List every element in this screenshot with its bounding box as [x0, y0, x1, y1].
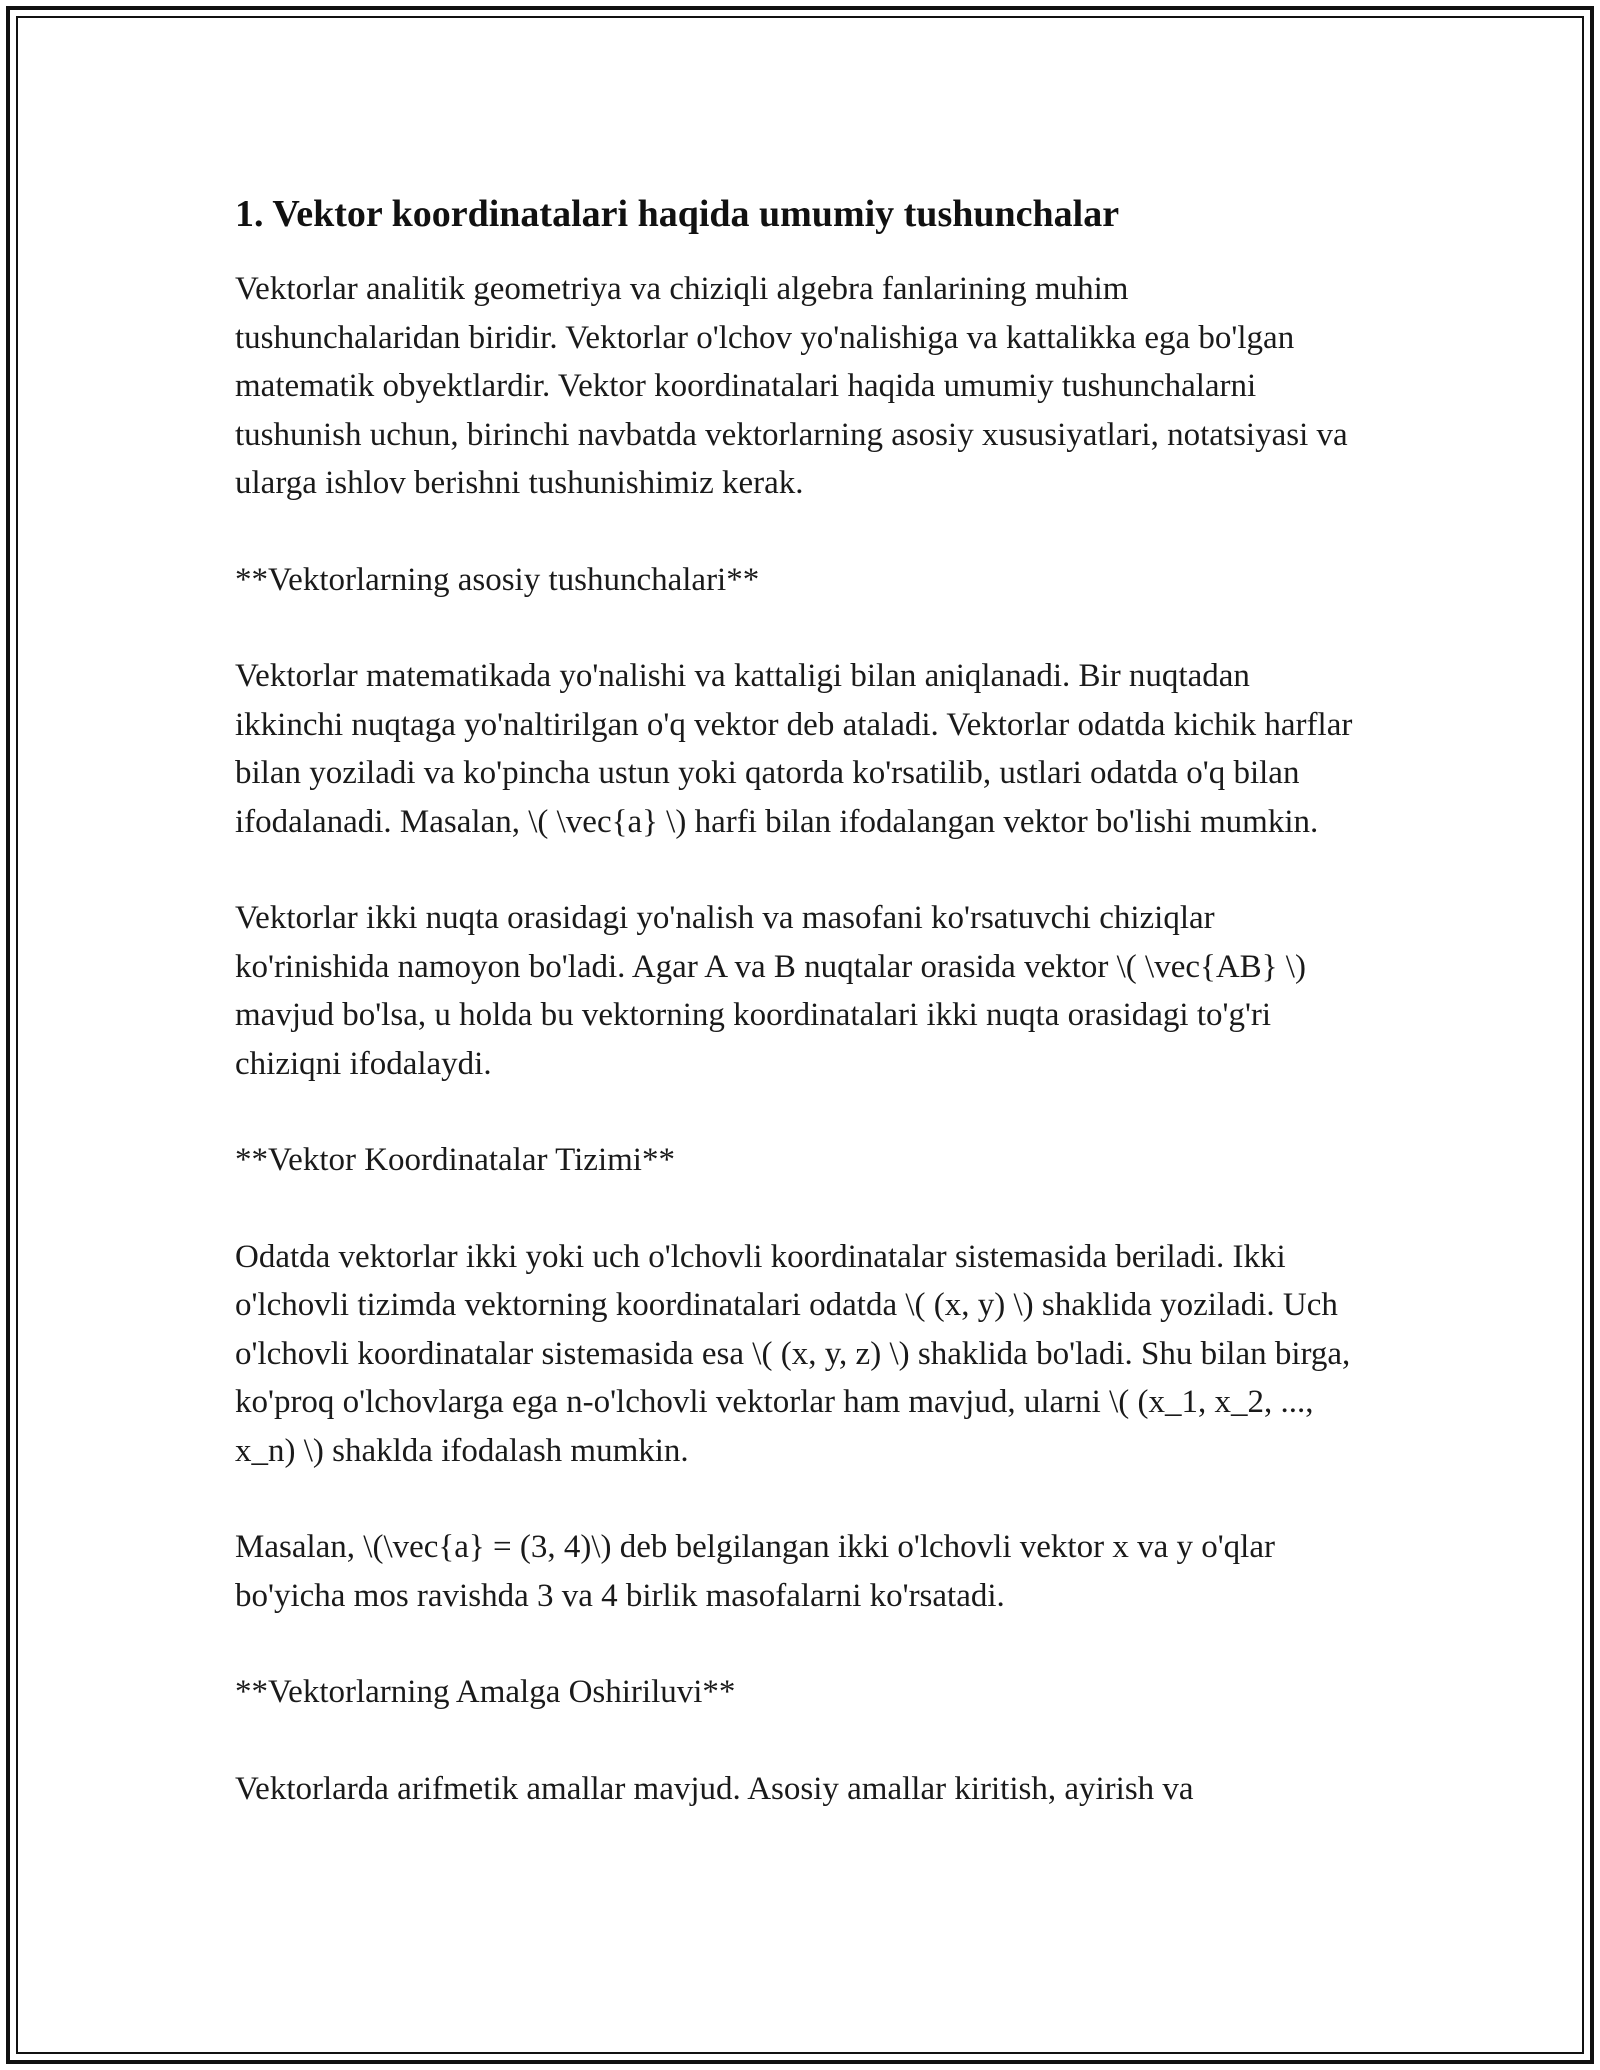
paragraph-vector-definition: Vektorlar matematikada yo'nalishi va kattaligi bilan aniqlanadi. Bir nuqtadan ikkinchi nuqtaga yo'naltirilgan o'q vektor deb ataladi. Vektorlar odatda kichik harflar bilan yoziladi va ko'pincha ustun yoki qatorda ko'rsatilib, ustlari odatda o'q bilan ifodalanadi. Masalan, \( \vec{a} \) harfi bilan ifodalangan vektor bo'lishi mumkin.	[235, 658, 1353, 840]
subheading-basic-concepts: **Vektorlarning asosiy tushunchalari**	[235, 561, 760, 598]
paragraph-example: Masalan, \(\vec{a} = (3, 4)\) deb belgilangan ikki o'lchovli vektor x va y o'qlar bo'yicha mos ravishda 3 va 4 birlik masofalarni ko'rsatadi.	[235, 1529, 1275, 1614]
subheading-coordinate-system: **Vektor Koordinatalar Tizimi**	[235, 1142, 675, 1178]
subheading-vector-operations: **Vektorlarning Amalga Oshiriluvi**	[235, 1674, 736, 1710]
paragraph-coordinate-dimensions: Odatda vektorlar ikki yoki uch o'lchovli koordinatalar sistemasida beriladi. Ikki o'lchovli tizimda vektorning koordinatalari odatda \( (x, y) \) shaklida yoziladi. Uch o'lchovli koordinatalar sistemasida esa \( (x, y, z) \) shaklida bo'ladi. Shu bilan birga, ko'proq o'lchovlarga ega n-o'lchovli vektorlar ham mavjud, ularni \( (x_1, x_2, ..., x_n) \) shaklda ifodalash mumkin.	[235, 1238, 1351, 1469]
section-heading: 1. Vektor koordinatalari haqida umumiy tushunchalar	[235, 193, 1120, 235]
document-body	[235, 185, 1355, 1813]
paragraph-arithmetic-operations: Vektorlarda arifmetik amallar mavjud. Asosiy amallar kiritish, ayirish va	[235, 1770, 1194, 1807]
paragraph-vector-between-points: Vektorlar ikki nuqta orasidagi yo'nalish va masofani ko'rsatuvchi chiziqlar ko'rinishida namoyon bo'ladi. Agar A va B nuqtalar orasida vektor \( \vec{AB} \) mavjud bo'lsa, u holda bu vektorning koordinatalari ikki nuqta orasidagi to'g'ri chiziqni ifodalaydi.	[235, 900, 1306, 1082]
paragraph-intro: Vektorlar analitik geometriya va chiziqli algebra fanlarining muhim tushunchalaridan biridir. Vektorlar o'lchov yo'nalishiga va kattalikka ega bo'lgan matematik obyektlardir. Vektor koordinatalari haqida umumiy tushunchalarni tushunish uchun, birinchi navbatda vektorlarning asosiy xususiyatlari, notatsiyasi va ularga ishlov berishni tushunishimiz kerak.	[235, 271, 1348, 501]
